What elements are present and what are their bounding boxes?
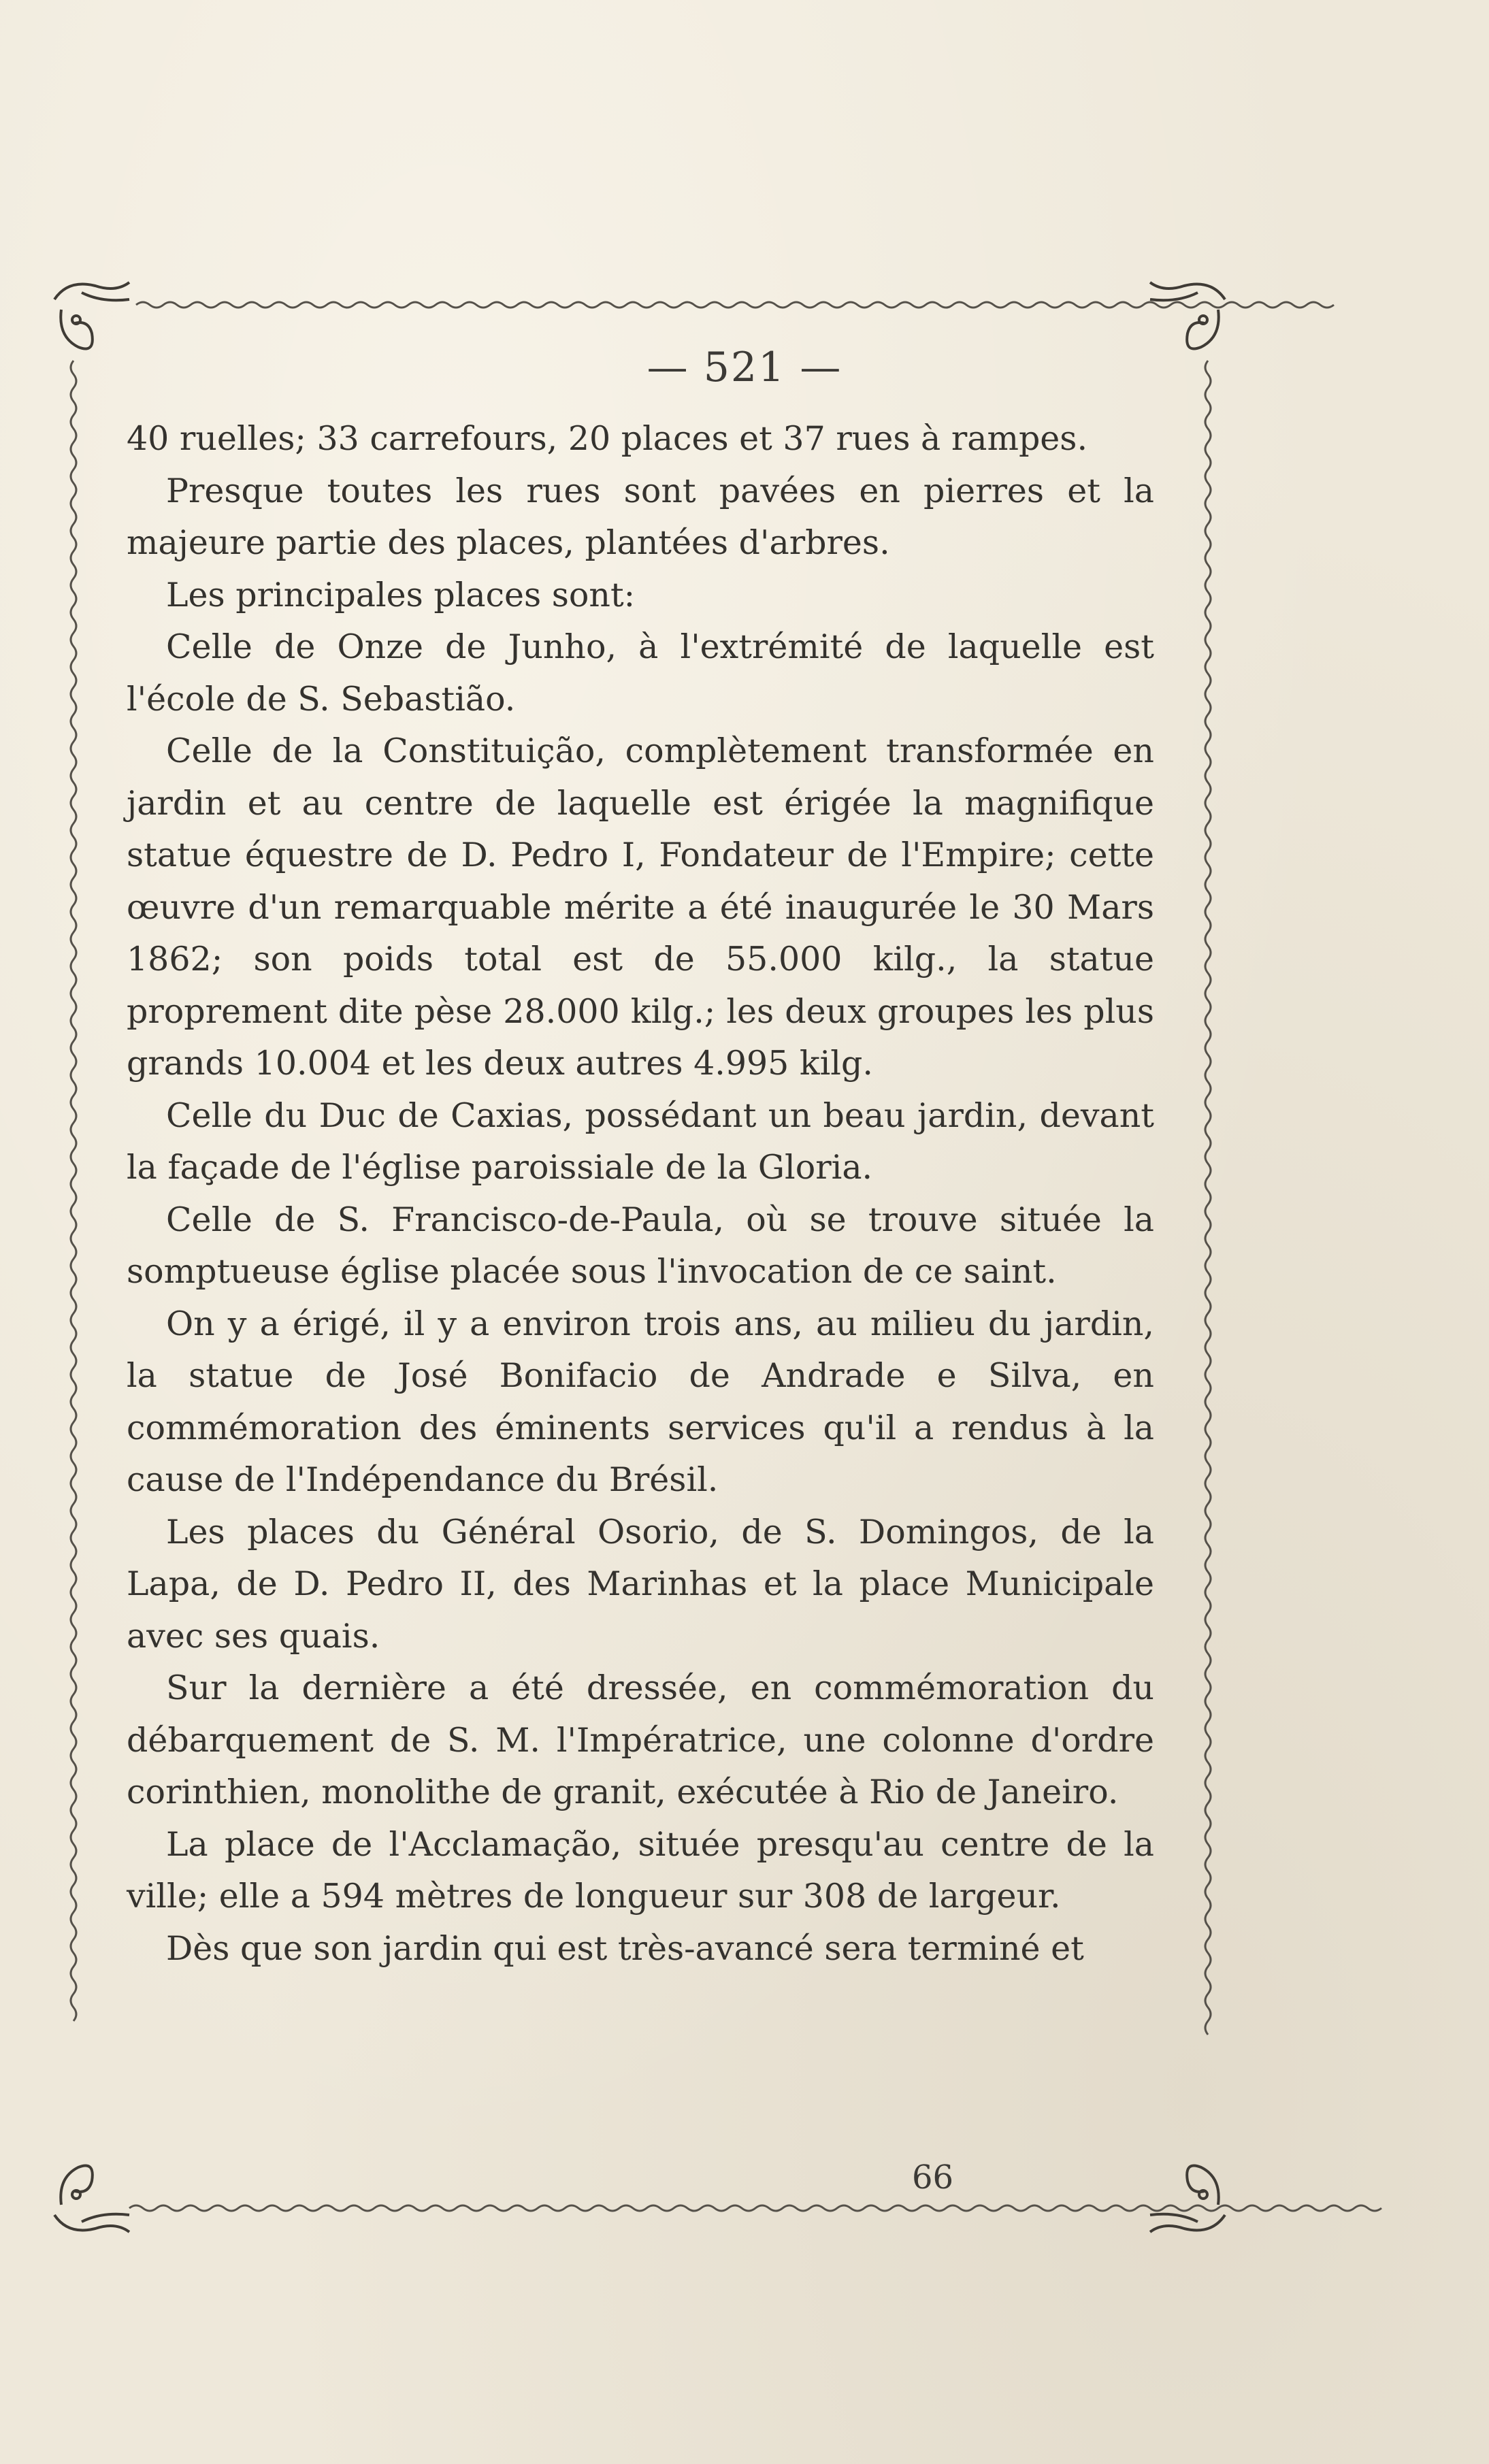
paragraph: Sur la dernière a été dressée, en commémoration du débarquement de S. M. l'Impératrice, une colonne d'ordre corinthien, monolithe de granit, exécutée à Rio de Janeiro.	[127, 1669, 1154, 1811]
paragraph: Celle de Onze de Junho, à l'extrémité de laquelle est l'école de S. Sebastião.	[127, 627, 1154, 719]
paragraph: Dès que son jardin qui est très-avancé sera terminé et	[166, 1928, 1084, 1968]
left-wavy-rule	[71, 361, 76, 2021]
paragraph: Presque toutes les rues sont pavées en pierres et la majeure partie des places, plantées d'arbres.	[127, 471, 1154, 562]
corner-ornament-bottom-left	[54, 2166, 129, 2233]
corner-ornament-top-left	[54, 282, 129, 349]
signature-mark: 66	[912, 2158, 954, 2197]
paragraph: Les places du Général Osorio, de S. Domingos, de la Lapa, de D. Pedro II, des Marinhas et la place Municipale avec ses quais.	[127, 1512, 1154, 1656]
corner-ornament-top-right	[1150, 282, 1225, 349]
paragraph: Celle du Duc de Caxias, possédant un beau jardin, devant la façade de l'église paroissiale de la Gloria.	[127, 1096, 1154, 1187]
paragraph: 40 ruelles; 33 carrefours, 20 places et 37 rues à rampes.	[127, 419, 1088, 458]
paragraph: Celle de S. Francisco-de-Paula, où se trouve située la somptueuse église placée sous l'invocation de ce saint.	[127, 1200, 1154, 1291]
paragraph: On y a érigé, il y a environ trois ans, au milieu du jardin, la statue de José Bonifacio de Andrade e Silva, en commémoration des éminents services qu'il a rendus à la cause de l'Indépendance du Brésil.	[127, 1304, 1154, 1499]
paragraph: Celle de la Constituição, complètement transformée en jardin et au centre de laquelle est érigée la magnifique statue équestre de D. Pedro I, Fondateur de l'Empire; cette œuvre d'un remarquable mérite a été inaugurée le 30 Mars 1862; son poids total est de 55.000 kilg., la statue proprement dite pèse 28.000 kilg.; les deux groupes les plus grands 10.004 et les deux autres 4.995 kilg.	[127, 732, 1154, 1083]
page-number: — 521 —	[647, 344, 842, 391]
bottom-wavy-rule	[129, 2205, 1381, 2211]
right-wavy-rule	[1205, 361, 1211, 2035]
paragraph: Les principales places sont:	[166, 575, 636, 614]
top-wavy-rule	[136, 302, 1334, 308]
corner-ornament-bottom-right	[1150, 2166, 1225, 2233]
body-text	[127, 413, 1154, 1975]
paragraph: La place de l'Acclamação, située presqu'au centre de la ville; elle a 594 mètres de longueur sur 308 de largeur.	[127, 1824, 1154, 1916]
